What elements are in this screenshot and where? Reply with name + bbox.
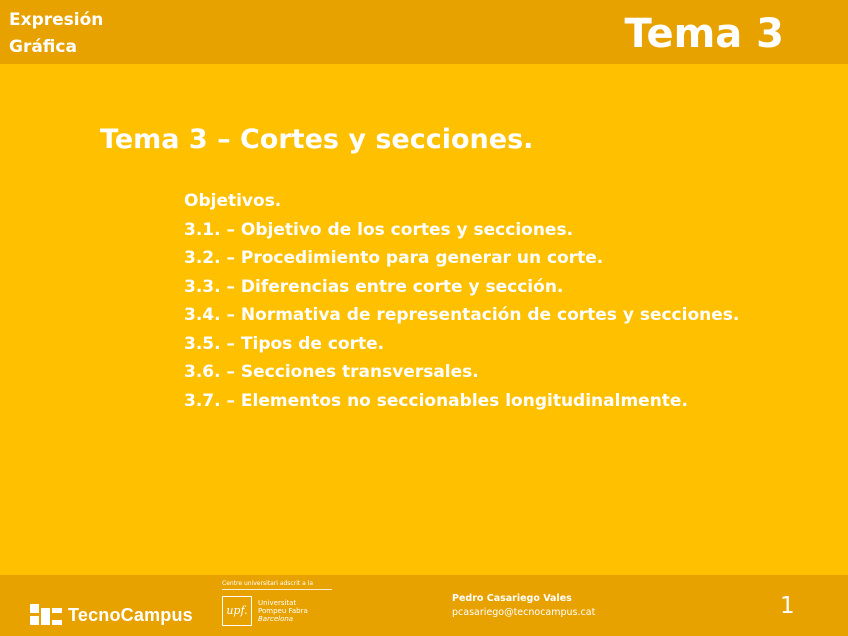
upf-wordmark <box>258 599 308 623</box>
upf-tagline: Centre universitari adscrit a la <box>222 580 314 587</box>
author-name: Pedro Casariego Vales <box>452 593 572 604</box>
tecnocampus-mark-icon <box>30 604 62 626</box>
course-title <box>9 7 103 61</box>
header-band <box>0 0 848 64</box>
author-info <box>452 592 595 620</box>
objective-item-3-6: 3.6. – Secciones transversales. <box>184 362 479 382</box>
upf-divider <box>222 589 332 590</box>
upf-line-3: Barcelona <box>258 615 294 623</box>
topic-label: Tema 3 <box>624 11 784 57</box>
tecnocampus-logo <box>30 603 193 627</box>
objective-item-3-2: 3.2. – Procedimiento para generar un corte. <box>184 248 604 268</box>
objective-item-3-3: 3.3. – Diferencias entre corte y sección. <box>184 276 564 297</box>
objectives-list <box>184 187 739 415</box>
objective-item-3-1: 3.1. – Objetivo de los cortes y secciones. <box>184 219 574 240</box>
page-number: 1 <box>780 593 795 619</box>
objective-item-3-7: 3.7. – Elementos no seccionables longitudinalmente. <box>184 390 688 411</box>
slide-title: Tema 3 – Cortes y secciones. <box>100 124 534 155</box>
objective-item-3-4: 3.4. – Normativa de representación de cortes y secciones. <box>184 305 740 325</box>
objective-item-3-5: 3.5. – Tipos de corte. <box>184 333 385 354</box>
course-title-line1: Expresión <box>9 10 104 30</box>
footer-band <box>0 575 848 636</box>
upf-line-1: Universitat <box>258 599 297 607</box>
author-email: pcasariego@tecnocampus.cat <box>452 607 596 618</box>
upf-logo <box>222 596 308 626</box>
course-title-line2: Gráfica <box>9 37 77 57</box>
upf-monogram: upf. <box>222 596 252 626</box>
tecnocampus-name: TecnoCampus <box>68 604 193 625</box>
objectives-heading: Objetivos. <box>184 191 282 211</box>
upf-line-2: Pompeu Fabra <box>258 607 308 615</box>
